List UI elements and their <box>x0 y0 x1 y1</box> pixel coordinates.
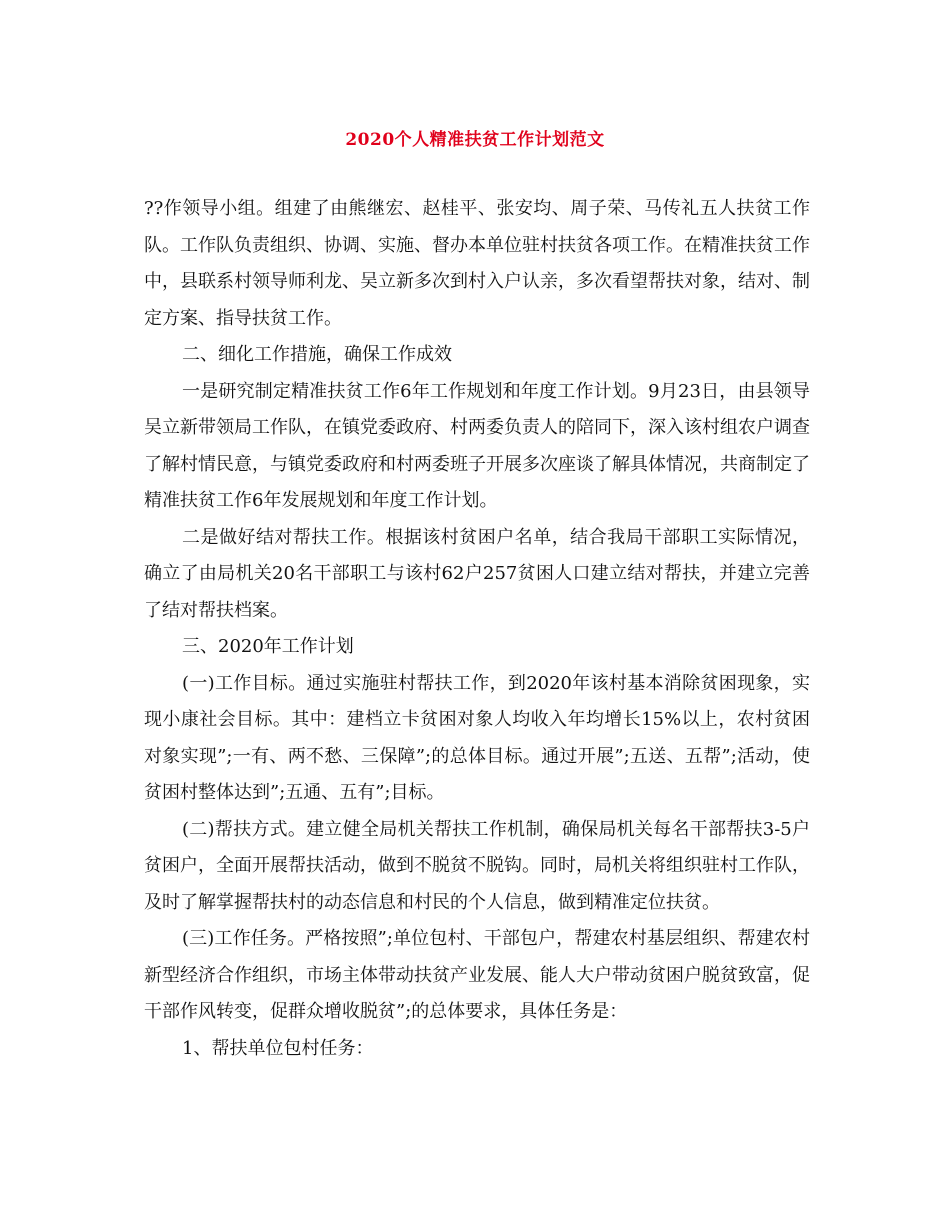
paragraph: 二、细化工作措施，确保工作成效 <box>182 344 452 365</box>
paragraph: 三、2020年工作计划 <box>182 636 354 657</box>
document-body <box>144 191 810 1067</box>
paragraph: 一是研究制定精准扶贫工作6年工作规划和年度工作计划。9月23日，由县领导吴立新带领局工作队，在镇党委政府、村两委负责人的陪同下，深入该村组农户调查了解村情民意，与镇党委政府和村两委班子开展多次座谈了解具体情况，共商制定了精准扶贫工作6年发展规划和年度工作计划。 <box>144 380 810 511</box>
paragraph: (三)工作任务。严格按照”;单位包村、干部包户，帮建农村基层组织、帮建农村新型经济合作组织，市场主体带动扶贫产业发展、能人大户带动贫困户脱贫致富，促干部作风转变，促群众增收脱贫”;的总体要求，具体任务是： <box>144 928 810 1022</box>
paragraph: 1、帮扶单位包村任务： <box>182 1037 374 1059</box>
paragraph: ??作领导小组。组建了由熊继宏、赵桂平、张安均、周子荣、马传礼五人扶贫工作队。工作队负责组织、协调、实施、督办本单位驻村扶贫各项工作。在精准扶贫工作中，县联系村领导师利龙、吴立新多次到村入户认亲，多次看望帮扶对象，结对、制定方案、指导扶贫工作。 <box>144 198 810 329</box>
paragraph: 二是做好结对帮扶工作。根据该村贫困户名单，结合我局干部职工实际情况，确立了由局机关20名干部职工与该村62户257贫困人口建立结对帮扶，并建立完善了结对帮扶档案。 <box>144 526 810 621</box>
paragraph: (二)帮扶方式。建立健全局机关帮扶工作机制，确保局机关每名干部帮扶3-5户贫困户，全面开展帮扶活动，做到不脱贫不脱钩。同时，局机关将组织驻村工作队，及时了解掌握帮扶村的动态信息和村民的个人信息，做到精准定位扶贫。 <box>144 818 810 913</box>
paragraph: (一)工作目标。通过实施驻村帮扶工作，到2020年该村基本消除贫困现象，实现小康社会目标。其中：建档立卡贫困对象人均收入年均增长15%以上，农村贫困对象实现”;一有、两不愁、三保障”;的总体目标。通过开展”;五送、五帮”;活动，使贫困村整体达到”;五通、五有”;目标。 <box>144 672 810 803</box>
document-title: 2020个人精准扶贫工作计划范文 <box>345 130 605 150</box>
